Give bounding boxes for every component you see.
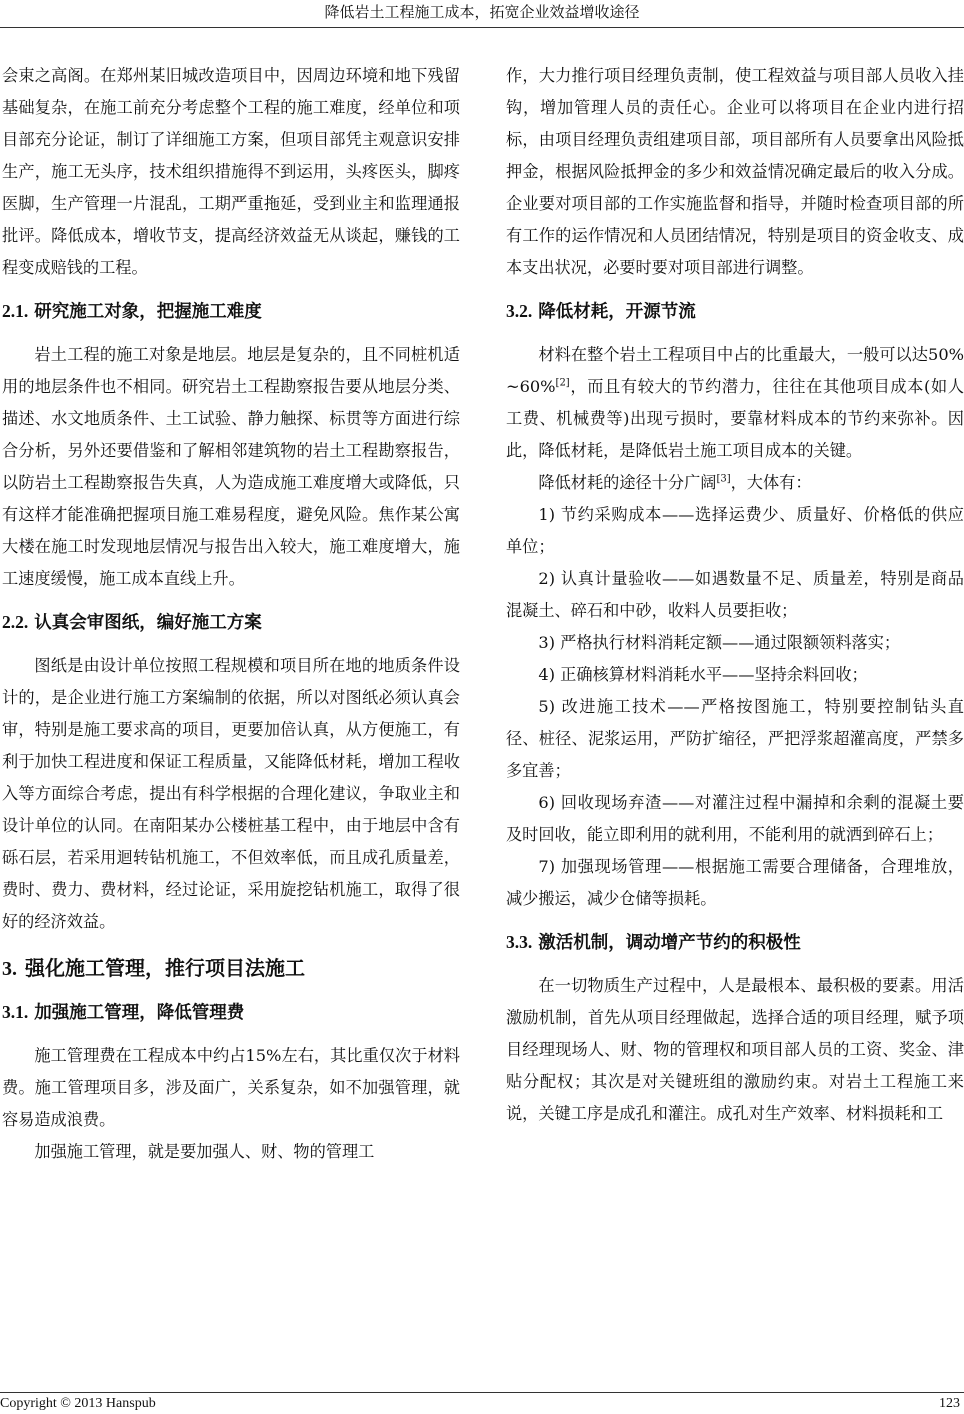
- section-heading-2-1: [2, 296, 460, 327]
- citation-ref: [3]: [716, 473, 731, 485]
- list-item: 6) 回收现场弃渣——对灌注过程中漏掉和余剩的混凝土要及时回收，能立即利用的就利用，不能利用的就洒到碎石上；: [506, 793, 964, 844]
- text-run: 材料在整个岩土工程项目中占的比重最大，一般可以达50%~60%: [506, 345, 964, 396]
- footer-rule: [0, 1392, 964, 1393]
- section-number: 2.1.: [2, 301, 29, 321]
- section-heading-3-1: [2, 997, 460, 1028]
- paragraph-3-2b: [506, 467, 964, 499]
- section-number: 2.2.: [2, 612, 29, 632]
- list-item: 3) 严格执行材料消耗定额——通过限额领料落实；: [538, 633, 901, 652]
- text-run: ，而且有较大的节约潜力，往往在其他项目成本(如人工费、机械费等)出现亏损时，要靠材料成本的节约来弥补。因此，降低材耗，是降低岩土施工项目成本的关键。: [506, 377, 964, 460]
- section-title: 降低材耗，开源节流: [538, 302, 696, 322]
- copyright-notice: Copyright © 2013 Hanspub: [0, 1396, 156, 1411]
- paragraph-2-1: 岩土工程的施工对象是地层。地层是复杂的，且不同桩机适用的地层条件也不相同。研究岩土工程勘察报告要从地层分类、描述、水文地质条件、土工试验、静力触探、标贯等方面进行综合分析，另外还要借鉴和了解相邻建筑物的岩土工程勘察报告，以防岩土工程勘察报告失真，人为造成施工难度增大或降低，只有这样才能准确把握项目施工难易程度，避免风险。焦作某公寓大楼在施工时发现地层情况与报告出入较大，施工难度增大，施工速度缓慢，施工成本直线上升。: [2, 345, 460, 588]
- list-item: 7) 加强现场管理——根据施工需要合理储备，合理堆放，减少搬运，减少仓储等损耗。: [506, 857, 964, 908]
- section-heading-3-2: [506, 296, 964, 327]
- section-title: 认真会审图纸，编好施工方案: [34, 613, 262, 633]
- running-head: [0, 0, 964, 30]
- text-run: 降低材耗的途径十分广阔: [538, 473, 717, 492]
- list-item: 4) 正确核算材料消耗水平——坚持余料回收；: [538, 665, 868, 684]
- right-column: [506, 60, 964, 1130]
- section-number: 3.2.: [506, 301, 533, 321]
- section-heading-2-2: [2, 607, 460, 638]
- page-number: 123: [939, 1396, 960, 1411]
- paragraph-2-2: 图纸是由设计单位按照工程规模和项目所在地的地质条件设计的，是企业进行施工方案编制的依据，所以对图纸必须认真会审，特别是施工要求高的项目，更要加倍认真，从方便施工，有利于加快工程进度和保证工程质量，又能降低材耗，增加工程收入等方面综合考虑，提出有科学根据的合理化建议，争取业主和设计单位的认同。在南阳某办公楼桩基工程中，由于地层中含有砾石层，若采用迴转钻机施工，不但效率低，而且成孔质量差，费时、费力、费材料，经过论证，采用旋挖钻机施工，取得了很好的经济效益。: [2, 656, 460, 931]
- section-number: 3.: [2, 958, 17, 980]
- section-number: 3.1.: [2, 1002, 29, 1022]
- list-item: 2) 认真计量验收——如遇数量不足、质量差，特别是商品混凝土、碎石和中砂，收料人员要拒收；: [506, 569, 964, 620]
- paragraph-3-2a: [506, 339, 964, 467]
- paragraph-3-1b: 加强施工管理，就是要加强人、财、物的管理工: [34, 1142, 375, 1161]
- paragraph-3-1a: 施工管理费在工程成本中约占15%左右，其比重仅次于材料费。施工管理项目多，涉及面广，关系复杂，如不加强管理，就容易造成浪费。: [2, 1046, 460, 1129]
- paragraph-intro: 会束之高阁。在郑州某旧城改造项目中，因周边环境和地下残留基础复杂，在施工前充分考虑整个工程的施工难度，经单位和项目部充分论证，制订了详细施工方案，但项目部凭主观意识安排生产，施工无头序，技术组织措施得不到运用，头疼医头，脚疼医脚，生产管理一片混乱，工期严重拖延，受到业主和监理通报批评。降低成本，增收节支，提高经济效益无从谈起，赚钱的工程变成赔钱的工程。: [2, 66, 460, 277]
- header-rule: [0, 27, 964, 28]
- section-title: 加强施工管理，降低管理费: [34, 1003, 245, 1023]
- paragraph-continued: 作，大力推行项目经理负责制，使工程效益与项目部人员收入挂钩，增加管理人员的责任心。企业可以将项目在企业内进行招标，由项目经理负责组建项目部，项目部所有人员要拿出风险抵押金，根据风险抵押金的多少和效益情况确定最后的收入分成。企业要对项目部的工作实施监督和指导，并随时检查项目部的所有工作的运作情况和人员团结情况，特别是项目的资金收支、成本支出状况，必要时要对项目部进行调整。: [506, 66, 964, 277]
- list-item: 5) 改进施工技术——严格按图施工，特别要控制钻头直径、桩径、泥浆运用，严防扩缩径，严把浮浆超灌高度，严禁多多宜善；: [506, 697, 964, 780]
- section-title: 强化施工管理，推行项目法施工: [25, 956, 305, 980]
- running-title: 降低岩土工程施工成本，拓宽企业效益增收途径: [324, 3, 640, 21]
- list-item: 1) 节约采购成本——选择运费少、质量好、价格低的供应单位；: [506, 505, 964, 556]
- paragraph-3-3: 在一切物质生产过程中，人是最根本、最积极的要素。用活激励机制，首先从项目经理做起，选择合适的项目经理，赋予项目经理现场人、财、物的管理权和项目部人员的工资、奖金、津贴分配权；其次是对关键班组的激励约束。对岩土工程施工来说，关键工序是成孔和灌注。成孔对生产效率、材料损耗和工: [506, 976, 964, 1123]
- text-run: ，大体有：: [730, 473, 812, 492]
- section-title: 激活机制，调动增产节约的积极性: [538, 933, 801, 953]
- section-number: 3.3.: [506, 932, 533, 952]
- section-heading-3-3: [506, 927, 964, 958]
- section-title: 研究施工对象，把握施工难度: [34, 302, 262, 322]
- left-column: [2, 60, 460, 1168]
- citation-ref: [2]: [555, 377, 570, 389]
- section-heading-3: [2, 952, 460, 985]
